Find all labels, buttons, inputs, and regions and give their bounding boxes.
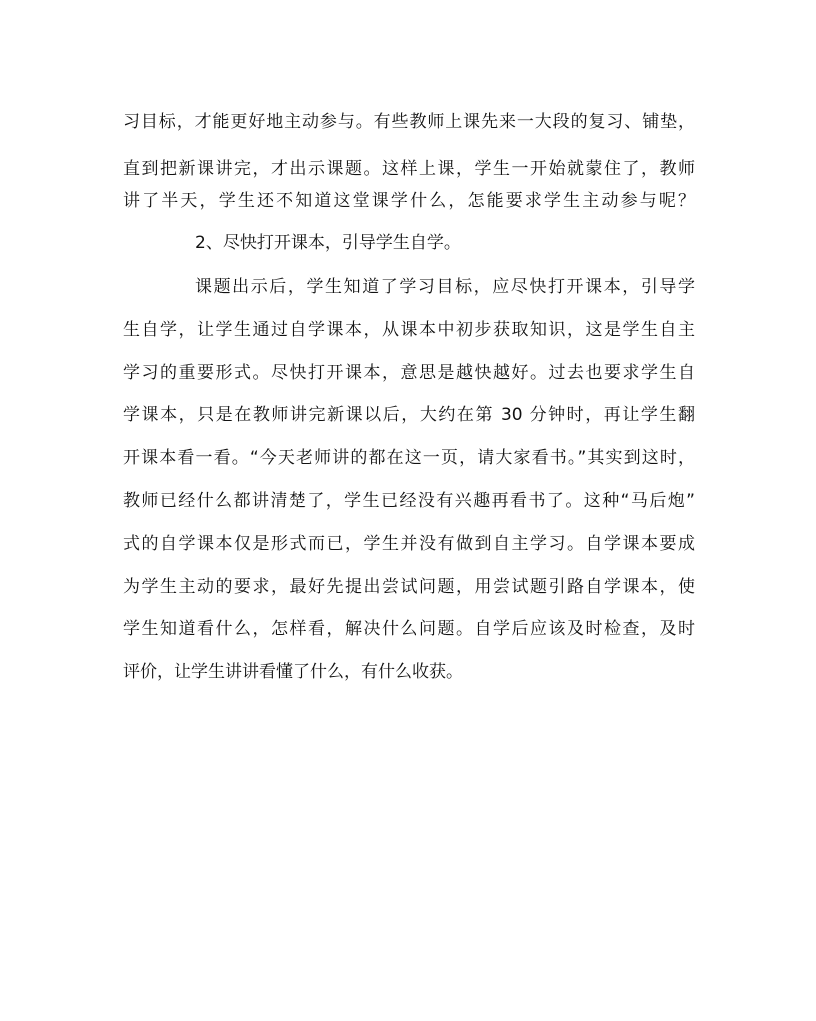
text-line-10: 教师已经什么都讲清楚了，学生已经没有兴趣再看书了。这种“马后炮”	[123, 491, 695, 511]
text-line-3: 讲了半天，学生还不知道这堂课学什么，怎能要求学生主动参与呢？	[123, 191, 695, 211]
text-line-2: 直到把新课讲完，才出示课题。这样上课，学生一开始就蒙住了，教师	[123, 159, 695, 179]
text-line-8: 学课本，只是在教师讲完新课以后，大约在第 30 分钟时，再让学生翻	[123, 405, 695, 425]
text-line-5: 课题出示后，学生知道了学习目标，应尽快打开课本，引导学	[195, 277, 695, 297]
section-heading: 2、尽快打开课本，引导学生自学。	[195, 233, 461, 253]
text-line-7: 学习的重要形式。尽快打开课本，意思是越快越好。过去也要求学生自	[123, 363, 695, 383]
text-line-14: 评价，让学生讲讲看懂了什么，有什么收获。	[123, 662, 463, 682]
text-line-9: 开课本看一看。“今天老师讲的都在这一页，请大家看书。”其实到这时，	[123, 448, 695, 468]
text-line-11: 式的自学课本仅是形式而已，学生并没有做到自主学习。自学课本要成	[123, 534, 695, 554]
text-line-6: 生自学，让学生通过自学课本，从课本中初步获取知识，这是学生自主	[123, 320, 695, 340]
text-line-13: 学生知道看什么，怎样看，解决什么问题。自学后应该及时检查，及时	[123, 619, 695, 639]
text-line-1: 习目标，才能更好地主动参与。有些教师上课先来一大段的复习、铺垫，	[123, 112, 695, 132]
text-line-12: 为学生主动的要求，最好先提出尝试问题，用尝试题引路自学课本，使	[123, 577, 695, 597]
